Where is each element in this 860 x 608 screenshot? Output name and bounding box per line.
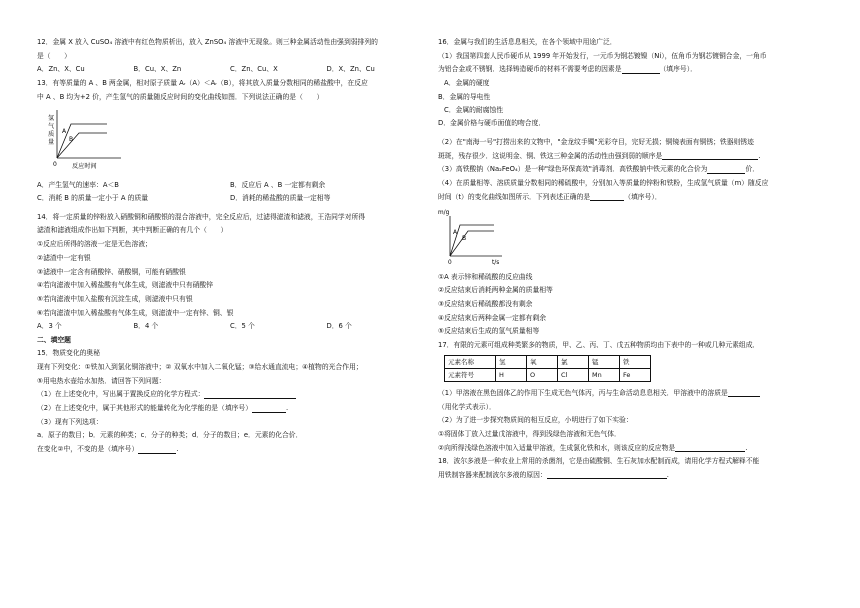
table-cell: 氧	[527, 355, 558, 368]
statement-3: ③滤液中一定含有硝酸锌、硝酸铜，可能有硝酸银	[37, 267, 186, 276]
answer-blank[interactable]	[138, 446, 176, 454]
question-16-p3	[438, 165, 828, 173]
question-14-stem-line2: 滤渣和滤液组成作出如下判断，其中判断正确的有几个（ ）	[37, 226, 228, 235]
statement-1: ①A 表示锌和稀硫酸的反应曲线	[438, 272, 533, 281]
question-16-p1-line2	[438, 65, 828, 73]
p4-text: 时间（t）的变化曲线如图所示．下列表述正确的是	[438, 192, 591, 201]
question-16-p4-line2	[438, 193, 828, 201]
option-b: B．反应后 A 、B 一定都有剩余	[230, 180, 326, 189]
y-label-char-4: 量	[48, 139, 55, 147]
p2i-text: ①将固体丁放入过量戊溶液中，得到浅绿色溶液和无色气体．	[438, 429, 621, 438]
table-cell: 元素名称	[445, 355, 496, 368]
question-12-stem-line1: 12．金属 X 放入 CuSO₄ 溶液中有红色物质析出，放入 ZnSO₄ 溶液中无现象。则三种金属活动性由强到弱排列的	[37, 38, 378, 46]
mass-time-graph	[438, 206, 508, 266]
option-d: D．金属价格与硬币面值的吻合度．	[438, 119, 546, 128]
table-cell: O	[527, 368, 558, 381]
origin-label: 0	[448, 260, 452, 267]
option-a: A．Zn、X、Cu	[37, 65, 85, 74]
table-cell: 铁	[620, 355, 651, 368]
option-c: C．消耗 B 的质量一定小于 A 的质量	[37, 194, 149, 203]
y-axis-label: m/g	[438, 210, 450, 217]
option-b: B．4 个	[133, 322, 159, 331]
question-13-graph	[45, 106, 423, 174]
question-15-sub2: （2）在上述变化中，属于其他形式的能量转化为化学能的是（填序号） .	[37, 404, 289, 413]
option-d: D．6 个	[326, 322, 352, 331]
question-17	[438, 341, 828, 452]
table-cell: Cl	[558, 368, 589, 381]
question-15-choices: a．原子的数目；b．元素的种类；c．分子的种类；d．分子的数目；e．元素的化合价．	[37, 431, 303, 440]
question-12-stem-line2: 是（ ）	[37, 51, 71, 60]
question-13-stem-line2: 中 A 、B 均为+2 价，产生氢气的质量随反应时间的变化曲线如图．下列说法正确的是（ ）	[37, 92, 324, 101]
question-13-stem-line1: 13．有等质量的 A 、B 两金属，相对原子质量 Aᵣ（A）＜Aᵣ（B），将其放入质量分数相同的稀盐酸中，在反应	[37, 79, 368, 88]
section-heading-fill-in: 二、填空题	[37, 335, 71, 344]
statement-1: ①反应后所得的溶液一定是无色溶液；	[37, 240, 152, 249]
answer-blank[interactable]	[547, 471, 667, 479]
table-row	[445, 355, 651, 368]
table-cell: Fe	[620, 368, 651, 381]
sub2-text: （2）在上述变化中，属于其他形式的能量转化为化学能的是（填序号）	[37, 404, 253, 413]
question-13-options	[37, 181, 423, 208]
curve-b	[57, 133, 107, 158]
table-cell: 氯	[558, 355, 589, 368]
statement-2: ②反应结束后消耗两种金属的质量相等	[438, 286, 553, 295]
question-14-options	[37, 322, 423, 330]
table-cell: 锰	[589, 355, 620, 368]
p1-text: （1）甲溶液在黑色固体乙的作用下生成无色气体丙，丙与生命活动息息相关．甲溶液中的溶质是	[438, 388, 728, 397]
answer-blank[interactable]	[728, 389, 760, 397]
stem2-text: 用铁制容器来配制波尔多液的原因：	[438, 470, 547, 479]
question-16-graph	[438, 206, 828, 268]
option-b: B．金属的导电性	[438, 92, 491, 101]
question-14-stem-line1: 14．将一定质量的锌粉放入硝酸铜和硝酸银的混合溶液中，完全反应后，过滤得滤渣和滤液，王浩同学对所得	[37, 212, 366, 221]
answer-blank[interactable]	[252, 405, 286, 413]
hydrogen-mass-graph	[45, 106, 125, 172]
option-a: A．产生氢气的速率：A＜B	[37, 180, 119, 189]
answer-blank[interactable]	[204, 391, 296, 399]
p1-text: 为铝合金或不锈钢．选择铸造硬币的材料不需要考虑的因素是	[438, 65, 622, 74]
question-16-p4-line1: （4）在质量相等、溶质质量分数相同的稀硫酸中，分别加入等质量的锌粉和铁粉，生成氢气质量（m）随反应	[438, 178, 769, 187]
table-cell: H	[496, 368, 527, 381]
answer-blank[interactable]	[590, 193, 624, 201]
question-16	[438, 38, 828, 336]
question-18-stem-line2: 用铁制容器来配制波尔多液的原因： .	[438, 470, 669, 479]
option-d: D．消耗的稀盐酸的质量一定相等	[230, 194, 331, 203]
y-label-char-3: 质	[48, 131, 55, 139]
statement-6: ⑥若向滤渣中加入稀盐酸有气体生成，则滤渣中一定有锌、铜、银	[37, 308, 234, 317]
question-16-options	[438, 79, 828, 133]
question-17-p2: （2）为了进一步探究物质间的相互反应，小明进行了如下实验：	[438, 416, 633, 425]
question-15-sub1	[37, 390, 423, 398]
p1-tail: （填序号）．	[659, 65, 697, 74]
option-d: D．X、Zn、Cu	[326, 65, 375, 74]
question-16-p2-line2: 斑斑，残存很少．这说明金、铜、铁这三种金属的活动性由强到弱的顺序是 .	[438, 151, 761, 160]
table-cell: Mn	[589, 368, 620, 381]
question-12-options	[37, 65, 423, 73]
question-17-p2-i	[438, 430, 828, 438]
p3-tail: 价．	[745, 165, 760, 174]
question-16-p2-line1: （2）在"南海一号"打捞出来的文物中，"金龙纹手镯"光彩夺目，完好无损；铜镜表面有铜锈；铁器则锈迹	[438, 137, 754, 146]
option-c: C．金属的耐腐蚀性	[444, 105, 504, 114]
left-column	[37, 38, 423, 459]
option-a: A．金属的硬度	[444, 79, 490, 88]
x-axis-label: 反应时间	[72, 163, 97, 171]
question-12	[37, 38, 423, 74]
y-label-char-2: 气	[48, 123, 55, 131]
right-column	[438, 38, 828, 485]
question-17-p1-line1	[438, 389, 828, 397]
curve-b-label: B	[69, 136, 74, 144]
curve-a-label: A	[62, 128, 67, 136]
x-axis-label: t/s	[492, 260, 500, 267]
curve-a-label: A	[453, 229, 458, 237]
answer-blank[interactable]	[622, 66, 660, 74]
question-15-title: 15．物质变化的奥秘	[37, 349, 101, 358]
table-cell: 元素符号	[445, 368, 496, 381]
question-17-stem: 17．有限的元素可组成种类繁多的物质，甲、乙、丙、丁、戊五种物质均由下表中的一种或几种元素组成．	[438, 341, 760, 350]
statement-5: ⑤若向滤液中加入盐酸有沉淀生成，则滤液中只有银	[37, 294, 193, 303]
origin-label: 0	[53, 161, 57, 169]
statement-4: ④反应结束后两种金属一定都有剩余	[438, 313, 547, 322]
question-17-p2-ii: ②向所得浅绿色溶液中加入适量甲溶液，生成氯化铁和水，则该反应的反应物是 .	[438, 443, 748, 452]
statement-3: ③反应结束后稀硫酸都没有剩余	[438, 300, 533, 309]
option-b: B．Cu、X、Zn	[133, 65, 182, 74]
answer-blank[interactable]	[707, 166, 745, 174]
sub1-text: （1）在上述变化中，写出属于置换反应的化学方程式：	[37, 390, 205, 399]
question-18	[438, 457, 828, 479]
table-cell: 氢	[496, 355, 527, 368]
curve-b-label: B	[462, 235, 467, 243]
question-17-p1-line2: （用化学式表示）．	[438, 402, 496, 411]
answer-blank[interactable]	[675, 444, 745, 452]
question-18-stem-line1: 18．波尔多液是一种农业上常用的杀菌剂，它是由硫酸铜、生石灰加水配制而成，请用化学方程式解释不能	[438, 457, 760, 466]
y-label-char-1: 氢	[48, 115, 55, 123]
question-16-p1-line1: （1）我国第四套人民币硬币从 1999 年开始发行，一元币为钢芯镀镍（Ni），伍角币为钢芯镀铜合金，一角币	[438, 51, 767, 60]
question-15-stem-line1: 现有下列变化：①铁加入到氯化铜溶液中；② 双氧水中加入二氧化锰；③给水通直流电；④植物的光合作用；	[37, 363, 363, 372]
option-a: A．3 个	[37, 322, 62, 331]
last-text: 在变化②中，不变的是（填序号）	[37, 445, 139, 454]
statement-2: ②滤渣中一定有银	[37, 253, 91, 262]
table-row	[445, 368, 651, 381]
statement-4: ④若向滤液中加入稀盐酸有气体生成，则滤液中只有硝酸锌	[37, 281, 214, 290]
question-15-stem-line2: ⑤用电热水壶给水加热．请回答下列问题：	[37, 376, 166, 385]
question-15	[37, 349, 423, 453]
answer-blank[interactable]	[662, 152, 758, 160]
question-14	[37, 213, 423, 331]
p4-tail: （填序号）．	[624, 192, 662, 201]
p2ii-text: ②向所得浅绿色溶液中加入适量甲溶液，生成氯化铁和水，则该反应的反应物是	[438, 443, 676, 452]
option-c: C．5 个	[230, 322, 255, 331]
option-c: C．Zn、Cu、X	[230, 65, 278, 74]
question-15-sub3: （3）现有下列选项：	[37, 417, 103, 426]
question-15-last: 在变化②中，不变的是（填序号） .	[37, 445, 179, 454]
p3-text: （3）高铁酸钠（Na₂FeO₄）是一种"绿色环保高效"消毒剂．高铁酸钠中铁元素的化合价为	[438, 165, 708, 174]
statement-5: ⑤反应结束后生成的氢气质量相等	[438, 327, 540, 336]
p2-text: 斑斑，残存很少．这说明金、铜、铁这三种金属的活动性由强到弱的顺序是	[438, 151, 663, 160]
question-13	[37, 79, 423, 208]
question-16-title: 16．金属与我们的生活息息相关，在各个领域中用途广泛．	[438, 38, 617, 46]
element-table	[444, 355, 651, 382]
